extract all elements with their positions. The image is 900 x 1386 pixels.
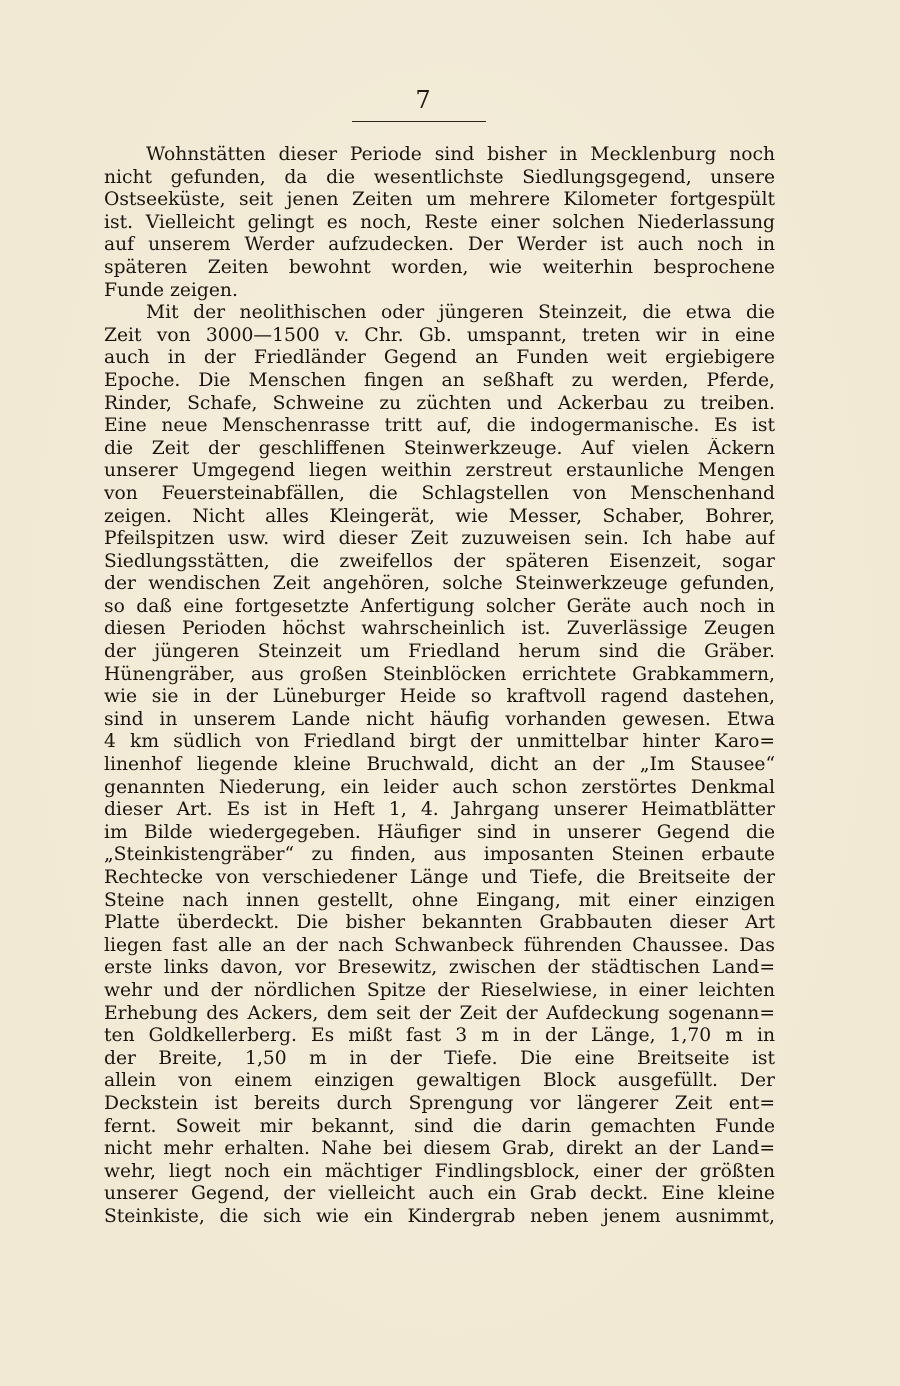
text-line: von Feuersteinabfällen, die Schlagstellen von Menschenhand: [104, 482, 775, 504]
text-line: im Bilde wiedergegeben. Häufiger sind in unserer Gegend die: [104, 821, 775, 843]
text-line: nicht mehr erhalten. Nahe bei diesem Grab, direkt an der Land=: [104, 1138, 775, 1160]
text-line: genannten Niederung, ein leider auch schon zerstörtes Denkmal: [104, 776, 775, 798]
text-line: auf unserem Werder aufzudecken. Der Werder ist auch noch in: [104, 234, 775, 256]
text-line: die Zeit der geschliffenen Steinwerkzeuge. Auf vielen Äckern: [104, 437, 775, 459]
text-line: nicht gefunden, da die wesentlichste Siedlungsgegend, unsere: [104, 166, 775, 188]
text-line: Wohnstätten dieser Periode sind bisher in Mecklenburg noch: [146, 144, 775, 165]
header-rule: [352, 121, 486, 122]
text-line: Deckstein ist bereits durch Sprengung vor längerer Zeit ent=: [104, 1092, 775, 1114]
body-text: [104, 144, 775, 1229]
text-line: Funde zeigen.: [104, 279, 238, 301]
text-line: ten Goldkellerberg. Es mißt fast 3 m in der Länge, 1,70 m in: [104, 1025, 775, 1047]
text-line: Steinkiste, die sich wie ein Kindergrab neben jenem ausnimmt,: [104, 1205, 775, 1227]
text-line: Rechtecke von verschiedener Länge und Tiefe, die Breitseite der: [104, 867, 775, 888]
text-line: Ostseeküste, seit jenen Zeiten um mehrere Kilometer fortgespült: [104, 189, 775, 211]
text-line: sind in unserem Lande nicht häufig vorhanden gewesen. Etwa: [104, 708, 775, 730]
text-line: wehr und der nördlichen Spitze der Rieselwiese, in einer leichten: [104, 979, 775, 1001]
text-line: der wendischen Zeit angehören, solche Steinwerkzeuge gefunden,: [104, 573, 775, 595]
text-line: Platte überdeckt. Die bisher bekannten Grabbauten dieser Art: [104, 912, 775, 934]
page-number: 7: [415, 86, 431, 114]
text-line: wie sie in der Lüneburger Heide so kraftvoll ragend dastehen,: [104, 686, 775, 708]
text-line: 4 km südlich von Friedland birgt der unmittelbar hinter Karo=: [104, 731, 775, 753]
text-line: linenhof liegende kleine Bruchwald, dicht an der „Im Stausee“: [104, 754, 775, 776]
text-line: ist. Vielleicht gelingt es noch, Reste einer solchen Niederlassung: [104, 211, 775, 233]
text-line: liegen fast alle an der nach Schwanbeck führenden Chaussee. Das: [104, 934, 775, 956]
text-line: diesen Perioden höchst wahrscheinlich ist. Zuverlässige Zeugen: [104, 618, 775, 640]
text-line: erste links davon, vor Bresewitz, zwischen der städtischen Land=: [104, 957, 775, 979]
text-line: Steine nach innen gestellt, ohne Eingang, mit einer einzigen: [104, 889, 775, 911]
text-line: der Breite, 1,50 m in der Tiefe. Die eine Breitseite ist: [104, 1047, 775, 1069]
text-line: allein von einem einzigen gewaltigen Block ausgefüllt. Der: [104, 1070, 775, 1092]
text-line: Epoche. Die Menschen fingen an seßhaft zu werden, Pferde,: [104, 369, 775, 391]
text-line: dieser Art. Es ist in Heft 1, 4. Jahrgang unserer Heimatblätter: [104, 799, 775, 821]
text-line: Eine neue Menschenrasse tritt auf, die indogermanische. Es ist: [104, 415, 775, 437]
text-line: fernt. Soweit mir bekannt, sind die darin gemachten Funde: [104, 1115, 775, 1137]
text-line: auch in der Friedländer Gegend an Funden weit ergiebigere: [104, 347, 775, 369]
text-line: wehr, liegt noch ein mächtiger Findlingsblock, einer der größten: [104, 1160, 775, 1182]
text-line: der jüngeren Steinzeit um Friedland herum sind die Gräber.: [104, 641, 775, 663]
text-line: Hünengräber, aus großen Steinblöcken errichtete Grabkammern,: [104, 663, 775, 685]
text-line: Mit der neolithischen oder jüngeren Steinzeit, die etwa die: [146, 302, 775, 324]
text-line: zeigen. Nicht alles Kleingerät, wie Messer, Schaber, Bohrer,: [104, 505, 775, 527]
text-line: Erhebung des Ackers, dem seit der Zeit der Aufdeckung sogenann=: [104, 1002, 775, 1024]
text-line: Rinder, Schafe, Schweine zu züchten und Ackerbau zu treiben.: [104, 392, 775, 414]
text-line: Siedlungsstätten, die zweifellos der späteren Eisenzeit, sogar: [104, 550, 775, 572]
text-line: Zeit von 3000—1500 v. Chr. Gb. umspannt, treten wir in eine: [104, 324, 775, 346]
text-line: späteren Zeiten bewohnt worden, wie weiterhin besprochene: [104, 256, 775, 278]
text-line: Pfeilspitzen usw. wird dieser Zeit zuzuweisen sein. Ich habe auf: [104, 528, 775, 550]
text-line: so daß eine fortgesetzte Anfertigung solcher Geräte auch noch in: [104, 595, 775, 617]
text-line: unserer Gegend, der vielleicht auch ein Grab deckt. Eine kleine: [104, 1183, 775, 1205]
text-line: unserer Umgegend liegen weithin zerstreut erstaunliche Mengen: [104, 460, 775, 482]
text-line: „Steinkistengräber“ zu finden, aus imposanten Steinen erbaute: [104, 844, 775, 866]
